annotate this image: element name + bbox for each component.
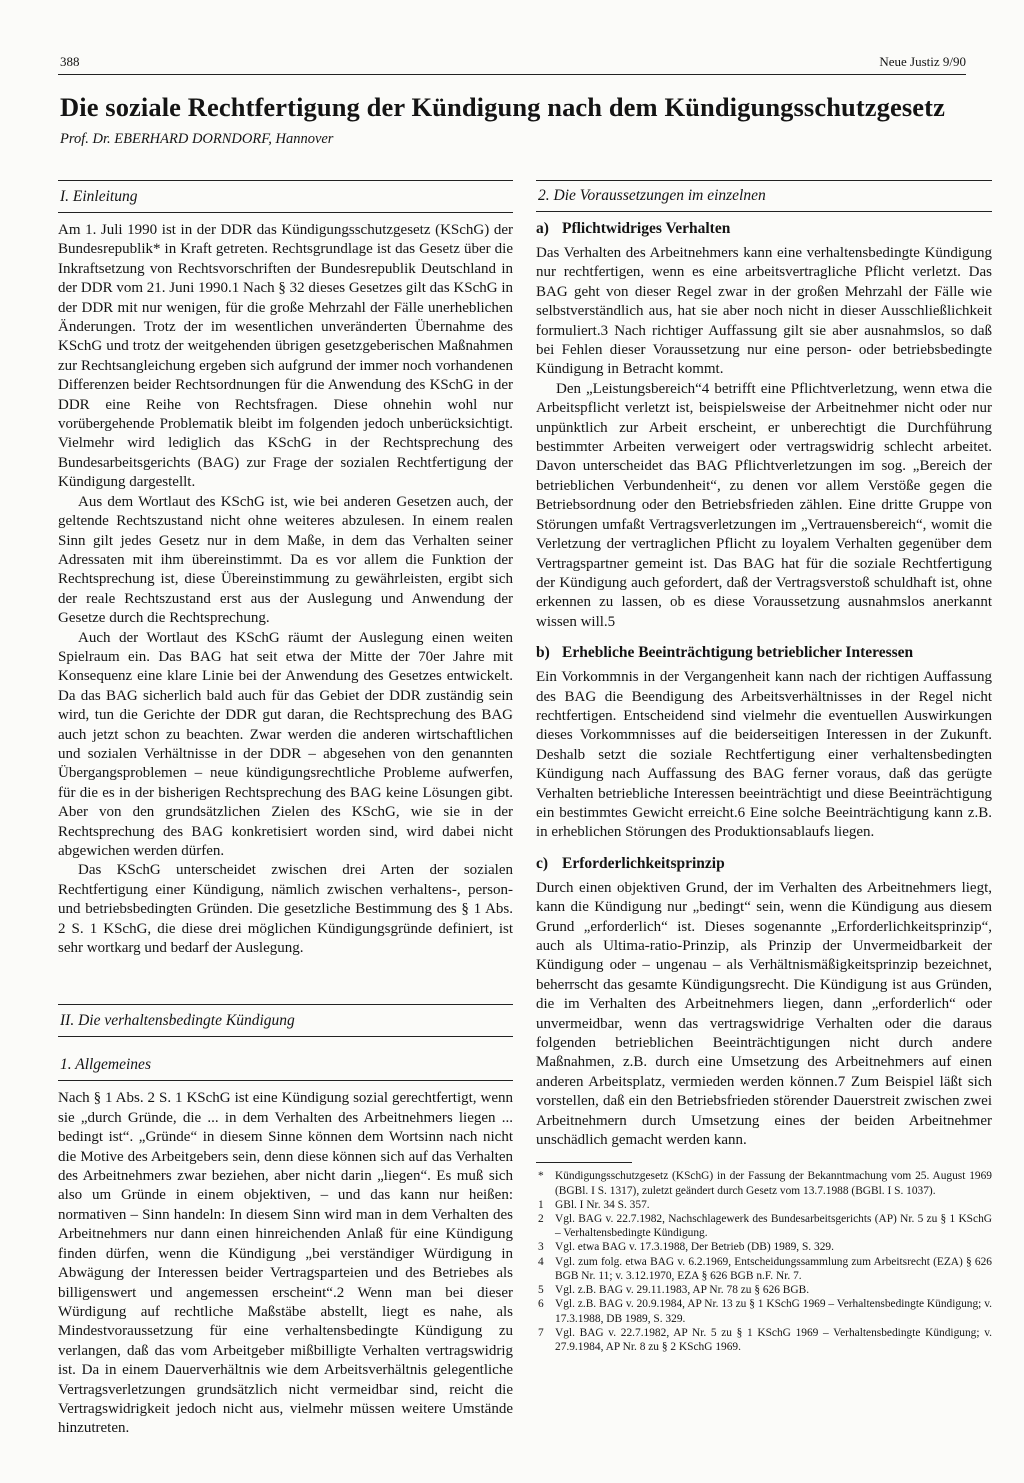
- paragraph: Am 1. Juli 1990 ist in der DDR das Kündigungsschutzgesetz (KSchG) der Bundesrepublik* in Kraft getreten. Rechtsgrundlage ist das Gesetz über die Inkraftsetzung von Rechtsvorschriften der Bundesrepublik Deutschland in der DDR vom 21. Juni 1990.1 Nach § 32 dieses Gesetzes gilt das KSchG in der DDR mit nur wenigen, für die große Mehrzahl der Fälle unerheblichen Änderungen. Trotz der im wesentlichen unveränderten Übernahme des KSchG und trotz der weitgehenden übrigen gesetzgeberischen Maßnahmen zur Rechtsangleichung ergeben sich aufgrund der immer noch vorhandenen Differenzen beider Rechtsordnungen für die Anwendung des KSchG in der DDR eine Reihe von Rechtsfragen. Diese ohnehin wohl nur vorübergehende Problematik bleibt im folgenden jedoch unberücksichtigt. Vielmehr wird lediglich das KSchG in der Rechtsprechung des Bundesarbeitsgerichts (BAG) zur Frage der sozialen Rechtfertigung der Kündigung dargestellt.: [58, 222, 513, 491]
- left-column: [58, 180, 513, 1439]
- paragraph: Auch der Wortlaut des KSchG räumt der Auslegung einen weiten Spielraum ein. Das BAG hat seit etwa der Mitte der 70er Jahre mit Konsequenz eine klare Linie bei der Anwendung des Gesetzes entwickelt. Da das BAG sicherlich bald auch für das Gebiet der DDR zuständig sein wird, tun die Gerichte der DDR gut daran, die Rechtsprechung des BAG auch jetzt schon zu beachten. Zwar werden die anderen wirtschaftlichen und sozialen Verhältnisse in der DDR – abgesehen von den genannten Übergangsproblemen – neue kündigungsrechtliche Probleme aufwerfen, für die es in der bisherigen Rechtsprechung des BAG keine Lösungen gibt. Aber von den grundsätzlichen Zielen des KSchG, wie sie in der Rechtsprechung des BAG konkretisiert worden sind, wird dabei nicht abgewichen werden dürfen.: [58, 629, 513, 859]
- subsection-heading-allgemeines: 1. Allgemeines: [58, 1051, 513, 1081]
- header-rule: [58, 74, 966, 75]
- spacer: [58, 958, 513, 1004]
- spacer: [536, 843, 992, 853]
- footnote: [536, 1169, 992, 1197]
- heading-c: [536, 855, 992, 873]
- footnote: [536, 1198, 992, 1212]
- footnote-mark: 1: [538, 1198, 544, 1211]
- paragraph: Den „Leistungsbereich“4 betrifft eine Pflichtverletzung, wenn etwa die Arbeitspflicht verletzt ist, beispielsweise der Arbeitnehmer nicht oder nur unpünktlich zur Arbeit erscheint, er unberechtigt die Durchführung bestimmter Arbeiten verweigert oder vertragswidrig schlecht arbeitet. Davon unterscheidet das BAG Pflichtverletzungen im sog. „Bereich der betrieblichen Verbundenheit“, zu denen vor allem Verstöße gegen die Betriebsordnung oder den Betriebsfrieden zählen. Eine dritte Gruppe von Störungen umfaßt Vertragsverletzungen im „Vertrauensbereich“, womit die Verletzung der vertraglichen Pflicht zu loyalem Verhalten gegenüber dem Vertragspartner gemeint ist. Das BAG hat für die soziale Rechtfertigung der Kündigung auch gefordert, daß der Vertragsverstoß schuldhaft ist, ohne erkennen zu lassen, ob es diese Voraussetzung ausnahmslos anerkannt wissen will.5: [536, 380, 992, 630]
- spacer: [536, 632, 992, 642]
- footnote-mark: 4: [538, 1255, 544, 1268]
- footnote-text: Vgl. z.B. BAG v. 20.9.1984, AP Nr. 13 zu § 1 KSchG 1969 – Verhaltensbedingte Kündigung; v. 17.3.1988, DB 1989, S. 329.: [555, 1298, 992, 1325]
- paragraph: Das KSchG unterscheidet zwischen drei Arten der sozialen Rechtfertigung einer Kündigung, nämlich zwischen verhaltens-, person- und betriebsbedingten Gründen. Die gesetzliche Bestimmung des § 1 Abs. 2 S. 1 KSchG, die diese drei möglichen Kündigungsgründe definiert, ist sehr wortkarg und bedarf der Auslegung.: [58, 862, 513, 957]
- paragraph: Aus dem Wortlaut des KSchG ist, wie bei anderen Gesetzen auch, der geltende Rechtszustand nicht ohne weiteres abzulesen. In einem realen Sinn gilt jedes Gesetz nur in dem Maße, in dem das Verhalten seiner Adressaten mit ihm übereinstimmt. Da es vor allem die Funktion der Rechtsprechung ist, diese Übereinstimmung zu gewährleisten, ergibt sich der reale Rechtszustand erst aus der Auslegung und Anwendung der Gesetze durch die Rechtsprechung.: [58, 493, 513, 627]
- footnote-text: GBl. I Nr. 34 S. 357.: [555, 1198, 650, 1211]
- footnote: [536, 1297, 992, 1325]
- footnote-mark: 3: [538, 1241, 544, 1254]
- footnote-mark: 7: [538, 1326, 544, 1339]
- heading-text: Erforderlichkeitsprinzip: [562, 854, 725, 872]
- section-heading-einleitung: I. Einleitung: [58, 180, 513, 213]
- right-column: [536, 180, 992, 1354]
- footnote: [536, 1283, 992, 1297]
- heading-a: [536, 220, 992, 238]
- footnote-text: Vgl. etwa BAG v. 17.3.1988, Der Betrieb (DB) 1989, S. 329.: [555, 1241, 834, 1254]
- section-heading-verhaltensbedingt: II. Die verhaltensbedingte Kündigung: [58, 1004, 513, 1037]
- heading-label: b): [536, 644, 550, 662]
- heading-label: a): [536, 220, 549, 237]
- footnote-text: Kündigungsschutzgesetz (KSchG) in der Fassung der Bekanntmachung vom 25. August 1969 (BGBl. I S. 1317), zuletzt geändert durch Gesetz vom 13.7.1988 (BGBl. I S. 1037).: [555, 1170, 992, 1197]
- footnote-mark: 5: [538, 1284, 544, 1297]
- journal-issue: Neue Justiz 9/90: [879, 54, 966, 69]
- footnote: [536, 1255, 992, 1283]
- footnote-mark: 2: [538, 1213, 544, 1226]
- footnote-mark: *: [538, 1170, 544, 1183]
- article-author: Prof. Dr. EBERHARD DORNDORF, Hannover: [60, 131, 334, 147]
- heading-text: Erhebliche Beeinträchtigung betrieblicher Interessen: [562, 644, 914, 662]
- article-title: Die soziale Rechtfertigung der Kündigung nach dem Kündigungsschutzgesetz: [60, 92, 945, 122]
- subsection-heading-voraussetzungen: 2. Die Voraussetzungen im einzelnen: [536, 180, 992, 212]
- heading-b: [536, 644, 992, 662]
- page-number: 388: [60, 54, 80, 69]
- footnote: [536, 1212, 992, 1240]
- footnote: [536, 1240, 992, 1254]
- paragraph: Ein Vorkommnis in der Vergangenheit kann nach der richtigen Auffassung des BAG die Beendigung des Arbeitsverhältnisses in der Regel nicht rechtfertigen. Entscheidend sind vielmehr die eventuellen Auswirkungen dieses Vorkommnisses auf die beiderseitigen Interessen in der Zukunft. Deshalb setzt die soziale Rechtfertigung einer verhaltensbedingten Kündigung nach Auffassung des BAG ferner voraus, daß das gerügte Verhalten betriebliche Interessen beeinträchtigt und diese Beeinträchtigung ein bestimmtes Gewicht erreicht.6 Eine solche Beeinträchtigung kann z.B. in erheblichen Störungen des Produktionsablaufs liegen.: [536, 669, 992, 841]
- paragraph: Nach § 1 Abs. 2 S. 1 KSchG ist eine Kündigung sozial gerechtfertigt, wenn sie „durch Gründe, die ... in dem Verhalten des Arbeitnehmers liegen ... bedingt ist“. „Gründe“ in diesem Sinne können dem Wortsinn nach nicht die Motive des Arbeitgebers sein, denn diese können sich auf das Verhalten des Arbeitnehmers zwar beziehen, aber nicht darin „liegen“. Es muß sich also um Gründe in einem objektiven, – und das kann nur heißen: normativen – Sinn handeln: In diesem Sinn wird man in dem Verhalten des Arbeitnehmers nur dann einen hinreichenden Anlaß für eine Kündigung finden dürfen, wenn die Kündigung „bei verständiger Würdigung in Abwägung der Interessen beider Vertragsparteien und des Betriebes als billigenswert und angemessen erscheint“.2 Wenn man bei dieser Würdigung auf rechtliche Maßstäbe abstellt, liegt es nahe, als Mindestvoraussetzung für eine verhaltensbedingte Kündigung zu verlangen, daß das vom Arbeitgeber mißbilligte Verhalten vertragswidrig ist. Da in einem Dauerverhältnis wie dem Arbeitsverhältnis gelegentliche Vertragsverletzungen grundsätzlich nicht vermeidbar sind, reicht die Vertragswidrigkeit jedoch nicht aus, vielmehr müssen weitere Umstände hinzutreten.: [58, 1090, 513, 1437]
- footnote: [536, 1326, 992, 1354]
- footnote-rule: [536, 1162, 632, 1163]
- paragraph: Durch einen objektiven Grund, der im Verhalten des Arbeitnehmers liegt, kann die Kündigung nur „bedingt“ sein, wenn die Kündigung aus diesem Grund „erforderlich“ ist. Dieses sogenannte „Erforderlichkeitsprinzip“, auch als Ultima-ratio-Prinzip, als Prinzip der Unvermeidbarkeit der Kündigung oder – ungenau – als Verhältnismäßigkeitsprinzip bezeichnet, beherrscht das gesamte Kündigungsrecht. Die Kündigung ist aus Gründen, die im Verhalten des Arbeitnehmers liegen, dann „erforderlich“ oder unvermeidbar, wenn das vertragswidrige Verhalten oder die daraus folgenden betrieblichen Beeinträchtigungen nicht durch andere Maßnahmen, z.B. durch eine Umsetzung des Arbeitnehmers auf einen anderen Arbeitsplatz, vermieden werden können.7 Zum Beispiel läßt sich vorstellen, daß ein den Betriebsfrieden störender Dauerstreit zwischen zwei Arbeitnehmern durch Umsetzung eines der beiden Arbeitnehmer unschädlich gemacht werden kann.: [536, 879, 992, 1149]
- heading-label: c): [536, 854, 549, 872]
- footnote-text: Vgl. z.B. BAG v. 29.11.1983, AP Nr. 78 zu § 626 BGB.: [555, 1284, 810, 1297]
- footnotes: [536, 1169, 992, 1354]
- heading-text: Pflichtwidriges Verhalten: [562, 220, 731, 237]
- footnote-mark: 6: [538, 1298, 544, 1311]
- footnote-text: Vgl. BAG v. 22.7.1982, Nachschlagewerk des Bundesarbeitsgerichts (AP) Nr. 5 zu § 1 KSchG – Verhaltensbedingte Kündigung.: [555, 1213, 992, 1240]
- footnote-text: Vgl. zum folg. etwa BAG v. 6.2.1969, Entscheidungssammlung zum Arbeitsrecht (EZA) § 626 BGB Nr. 11; v. 3.12.1970, EZA § 626 BGB n.F. Nr. 7.: [555, 1255, 992, 1282]
- paragraph: Das Verhalten des Arbeitnehmers kann eine verhaltensbedingte Kündigung nur rechtfertigen, wenn es eine arbeitsvertragliche Pflicht verletzt. Das BAG geht von dieser Regel zwar in der großen Mehrzahl der Fälle wie selbstverständlich aus, hat sie aber noch nicht in dieser Ausschließlichkeit formuliert.3 Nach richtiger Auffassung gilt sie aber ausnahmslos, so daß bei Fehlen dieser Voraussetzung nur eine person- oder betriebsbedingte Kündigung in Betracht kommt.: [536, 245, 992, 378]
- footnote-text: Vgl. BAG v. 22.7.1982, AP Nr. 5 zu § 1 KSchG 1969 – Verhaltensbedingte Kündigung; v. 27.9.1984, AP Nr. 8 zu § 2 KSchG 1969.: [555, 1326, 992, 1353]
